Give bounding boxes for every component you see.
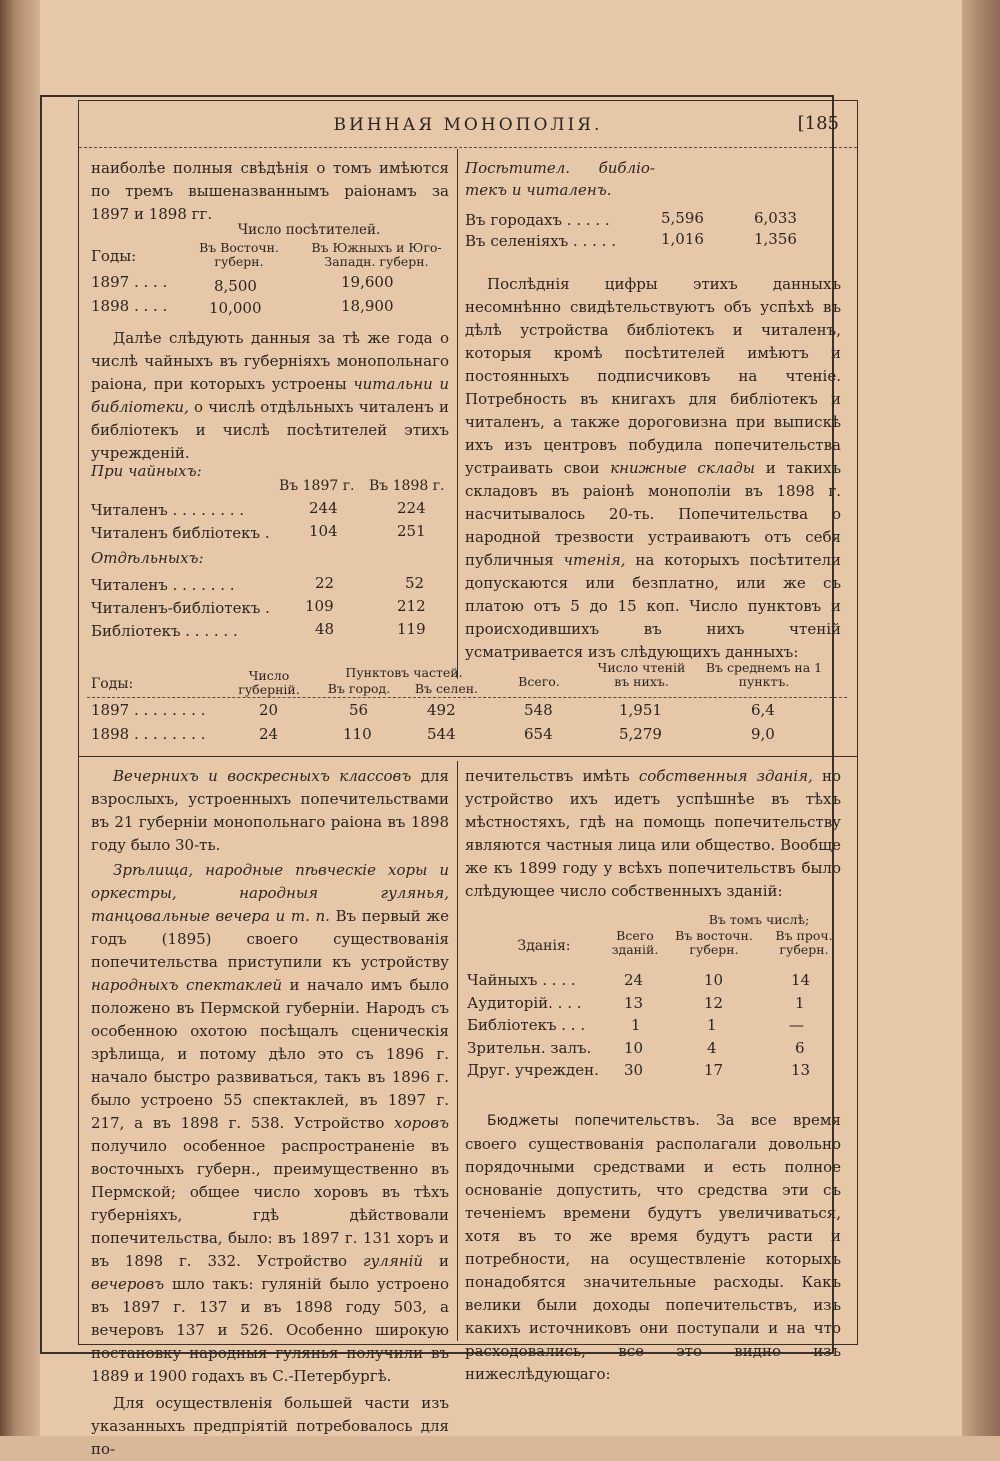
mid-readings: 5,279 bbox=[619, 725, 662, 743]
right-row-a: 5,596 bbox=[661, 209, 704, 227]
head-1898: Въ 1898 г. bbox=[369, 478, 445, 494]
col-east: Въ Восточн. губерн. bbox=[199, 240, 279, 269]
para-libraries-success bbox=[465, 273, 841, 664]
visitors-title: Число посѣтителей. bbox=[237, 222, 381, 238]
shows-italic: гуляній bbox=[362, 1252, 424, 1270]
mid-h-city: Въ город. bbox=[327, 681, 391, 696]
shows-italic: вечеровъ bbox=[91, 1275, 165, 1293]
bld-h-east: Въ восточн. губерн. bbox=[675, 928, 753, 957]
buildings-text: печительствъ имѣть bbox=[465, 767, 630, 785]
shows-text: Въ первый же годъ (1895) своего существованія попечительства приступили къ устройству bbox=[91, 907, 449, 971]
visitors-east: 8,500 bbox=[214, 277, 257, 295]
page-number: [185 bbox=[797, 113, 839, 134]
bld-h-incl: Въ томъ числѣ; bbox=[708, 912, 810, 927]
bld-label: Библіотекъ . . . bbox=[467, 1016, 586, 1034]
bld-other: 6 bbox=[795, 1039, 805, 1057]
mid-year: 1898 . . . . . . . . bbox=[91, 725, 206, 743]
page-edges bbox=[962, 0, 1000, 1436]
mid-h-village: Въ селен. bbox=[414, 681, 479, 696]
mid-city: 110 bbox=[343, 725, 372, 743]
budget-paragraph bbox=[465, 1109, 841, 1386]
bld-h-total: Всего зданій. bbox=[611, 928, 659, 957]
right-row-b: 1,356 bbox=[754, 230, 797, 248]
table-bottom-rule bbox=[79, 756, 857, 757]
col-years: Годы: bbox=[91, 247, 137, 265]
evening-classes-italic: Вечернихъ и воскресныхъ классовъ bbox=[113, 767, 412, 785]
header-rule bbox=[79, 147, 857, 148]
bld-other: — bbox=[789, 1016, 804, 1034]
bld-east: 12 bbox=[704, 994, 724, 1012]
bld-total: 13 bbox=[624, 994, 644, 1012]
para-a-italic: читальни и библіотеки, bbox=[91, 375, 449, 416]
row-1897: 104 bbox=[309, 522, 338, 540]
row-label: Читаленъ . . . . . . . . bbox=[91, 501, 245, 519]
bld-east: 1 bbox=[707, 1016, 717, 1034]
visitors-south: 19,600 bbox=[341, 273, 394, 291]
row-1898: 52 bbox=[405, 574, 425, 592]
right-row-label: Въ городахъ . . . . . bbox=[465, 211, 610, 229]
row-1897: 109 bbox=[305, 597, 334, 615]
right-row-label: Въ селеніяхъ . . . . . bbox=[465, 232, 616, 250]
mid-h-avg: Въ среднемъ на 1 пунктъ. bbox=[705, 660, 823, 689]
mid-h-readings: Число чтеній въ нихъ. bbox=[597, 660, 686, 689]
bld-label: Чайныхъ . . . . bbox=[467, 971, 576, 989]
shows-text: шло такъ: гуляній было устроено въ 1897 г. 137 и въ 1898 году 503, а вечеровъ 137 и 526. Особенно широкую постановку народныя гулянья получили въ 1889 и 1900 годахъ въ С.-Петербургѣ. bbox=[91, 1275, 449, 1385]
shows-italic: народныхъ спектаклей bbox=[91, 976, 283, 994]
shows-italic: хоровъ bbox=[394, 1114, 449, 1132]
para-a-rest: о числѣ отдѣльныхъ читаленъ и библіотекъ и числѣ посѣтителей этихъ учрежденій. bbox=[91, 398, 449, 462]
bld-other: 14 bbox=[791, 971, 811, 989]
closing-paragraph: Для осуществленія большей части изъ указанныхъ предпріятій потребовалось для по- bbox=[91, 1394, 449, 1458]
mid-village: 492 bbox=[427, 701, 456, 719]
mid-total: 548 bbox=[524, 701, 553, 719]
mid-table-rule bbox=[87, 697, 847, 698]
budget-text: За все время своего существованія располагали довольно порядочными средствами и есть полное основаніе допустить, что средства эти съ теченіемъ времени будутъ увеличиваться, хотя въ то же время будутъ расти и потребности, на осуществленіе которыхъ понадобятся значительные расходы. Какъ велики были доходы попечительствъ, изъ какихъ источниковъ они поступали и на что расходовались, все это видно изъ нижеслѣдующаго: bbox=[465, 1111, 841, 1383]
mid-village: 544 bbox=[427, 725, 456, 743]
mid-gub: 20 bbox=[259, 701, 279, 719]
shows-text: и начало имъ было положено въ Пермской губерніи. Народъ съ особенною охотою посѣщалъ сценическія зрѣлища, и потому дѣло это съ 1896 г. начало быстро развиваться, такъ въ 1896 г. было устроено 55 спектаклей, въ 1897 г. 217, а въ 1898 г. 538. Устройство bbox=[91, 976, 449, 1132]
para-text: на которыхъ посѣтители допускаются или безплатно, или же съ платою отъ 5 до 15 коп. Число пунктовъ и происходившихъ въ нихъ чтеній усматривается изъ слѣдующихъ данныхъ: bbox=[465, 551, 841, 661]
shows-italic: Зрѣлища, народные пѣвческіе хоры и оркестры, народныя гулянья, танцовальные вечера и т. п. bbox=[91, 861, 449, 925]
para-a: Далѣе слѣдують данныя за тѣ же года о числѣ чайныхъ въ губерніяхъ монопольнаго раіона, при которыхъ устроены bbox=[91, 329, 449, 393]
intro-paragraph: наиболѣе полныя свѣдѣнія о томъ имѣются по тремъ вышеназваннымъ раіонамъ за 1897 и 1898 гг. bbox=[91, 159, 449, 223]
row-1898: 224 bbox=[397, 499, 426, 517]
buildings-text: но устройство ихъ идетъ успѣшнѣе въ тѣхъ мѣстностяхъ, гдѣ на помощь попечительству являются частныя лица или общество. Вообще же къ 1899 году у всѣхъ попечительствъ было слѣдующее число собственныхъ зданій: bbox=[465, 767, 841, 900]
visitors-libraries-head: Посѣтител. библіо-текъ и читаленъ. bbox=[465, 159, 655, 199]
mid-avg: 6,4 bbox=[751, 701, 775, 719]
bld-h-buildings: Зданія: bbox=[517, 938, 571, 954]
bld-h-other: Въ проч. губерн. bbox=[775, 928, 833, 957]
mid-avg: 9,0 bbox=[751, 725, 775, 743]
head-1897: Въ 1897 г. bbox=[279, 478, 355, 494]
row-label: Читаленъ . . . . . . . bbox=[91, 576, 235, 594]
bld-label: Зрительн. залъ. bbox=[467, 1039, 592, 1057]
running-header: ВИННАЯ МОНОПОЛІЯ. bbox=[333, 115, 603, 135]
bld-other: 13 bbox=[791, 1061, 811, 1079]
evening-classes-text: для взрослыхъ, устроенныхъ попечительствами въ 21 губерніи монопольнаго раіона въ 1898 году было 30-ть. bbox=[91, 767, 449, 854]
right-bottom-column bbox=[465, 765, 841, 903]
row-1898: 251 bbox=[397, 522, 426, 540]
row-1898: 212 bbox=[397, 597, 426, 615]
shows-text: и bbox=[438, 1252, 449, 1270]
bld-east: 10 bbox=[704, 971, 724, 989]
para-reading-rooms bbox=[91, 327, 449, 465]
left-top-column bbox=[91, 157, 449, 226]
bld-label: Друг. учрежден. bbox=[467, 1061, 599, 1079]
bld-total: 30 bbox=[624, 1061, 644, 1079]
para-italic: чтенія, bbox=[563, 551, 626, 569]
row-1897: 244 bbox=[309, 499, 338, 517]
mid-h-points: Пунктовъ частей. bbox=[345, 665, 463, 680]
right-row-b: 6,033 bbox=[754, 209, 797, 227]
subhead-separate: Отдѣльныхъ: bbox=[91, 549, 204, 567]
para-text: и такихъ складовъ въ раіонѣ монополіи въ 1898 г. насчитывалось 20-ть. Попечительства о народной трезвости устраиваютъ отъ себя публичныя bbox=[465, 459, 841, 569]
column-divider-top bbox=[457, 149, 458, 679]
visitors-year: 1897 . . . . bbox=[91, 273, 168, 291]
right-row-a: 1,016 bbox=[661, 230, 704, 248]
mid-year: 1897 . . . . . . . . bbox=[91, 701, 206, 719]
shows-text: получило особенное распространеніе въ восточныхъ губерн., преимущественно въ Пермской; общее число хоровъ въ тѣхъ губерніяхъ, гдѣ дѣйствовали попечительства, было: въ 1897 г. 131 хоръ и въ 1898 г. 332. Устройство bbox=[91, 1137, 449, 1270]
column-divider-bottom bbox=[457, 761, 458, 1341]
subhead-tea-houses: При чайныхъ: bbox=[91, 462, 202, 480]
mid-h-gub: Число губерній. bbox=[238, 668, 300, 697]
bld-east: 17 bbox=[704, 1061, 724, 1079]
visitors-east: 10,000 bbox=[209, 299, 262, 317]
mid-readings: 1,951 bbox=[619, 701, 662, 719]
mid-total: 654 bbox=[524, 725, 553, 743]
mid-gub: 24 bbox=[259, 725, 279, 743]
row-label: Читаленъ-библіотекъ . bbox=[91, 599, 270, 617]
bld-east: 4 bbox=[707, 1039, 717, 1057]
bld-other: 1 bbox=[795, 994, 805, 1012]
book-spine bbox=[0, 0, 40, 1436]
para-italic: книжные склады bbox=[610, 459, 755, 477]
row-label: Читаленъ библіотекъ . bbox=[91, 524, 270, 542]
bld-total: 24 bbox=[624, 971, 644, 989]
bld-label: Аудиторій. . . . bbox=[467, 994, 582, 1012]
row-1898: 119 bbox=[397, 620, 426, 638]
visitors-year: 1898 . . . . bbox=[91, 297, 168, 315]
mid-h-years: Годы: bbox=[91, 676, 134, 692]
left-bottom-column bbox=[91, 765, 449, 1461]
visitors-south: 18,900 bbox=[341, 297, 394, 315]
buildings-italic: собственныя зданія, bbox=[638, 767, 813, 785]
row-1897: 48 bbox=[315, 620, 335, 638]
para-text: Послѣднія цифры этихъ данныхъ несомнѣнно свидѣтельствуютъ объ успѣхѣ въ дѣлѣ устройства библіотекъ и читаленъ, которыя кромѣ посѣтителей имѣютъ и постоянныхъ подписчиковъ на чтеніе. Потребность въ книгахъ для библіотекъ и читаленъ, а также дороговизна при выпискѣ ихъ изъ центровъ побудила попечительства устраивать свои bbox=[465, 275, 841, 477]
col-south: Въ Южныхъ и Юго-Западн. губерн. bbox=[311, 240, 442, 269]
mid-h-total: Всего. bbox=[518, 674, 560, 689]
bld-total: 1 bbox=[631, 1016, 641, 1034]
mid-city: 56 bbox=[349, 701, 369, 719]
budget-heading: Бюджеты попечительствъ. bbox=[487, 1113, 700, 1129]
row-1897: 22 bbox=[315, 574, 335, 592]
bld-total: 10 bbox=[624, 1039, 644, 1057]
page-frame bbox=[78, 100, 858, 1458]
row-label: Библіотекъ . . . . . . bbox=[91, 622, 238, 640]
